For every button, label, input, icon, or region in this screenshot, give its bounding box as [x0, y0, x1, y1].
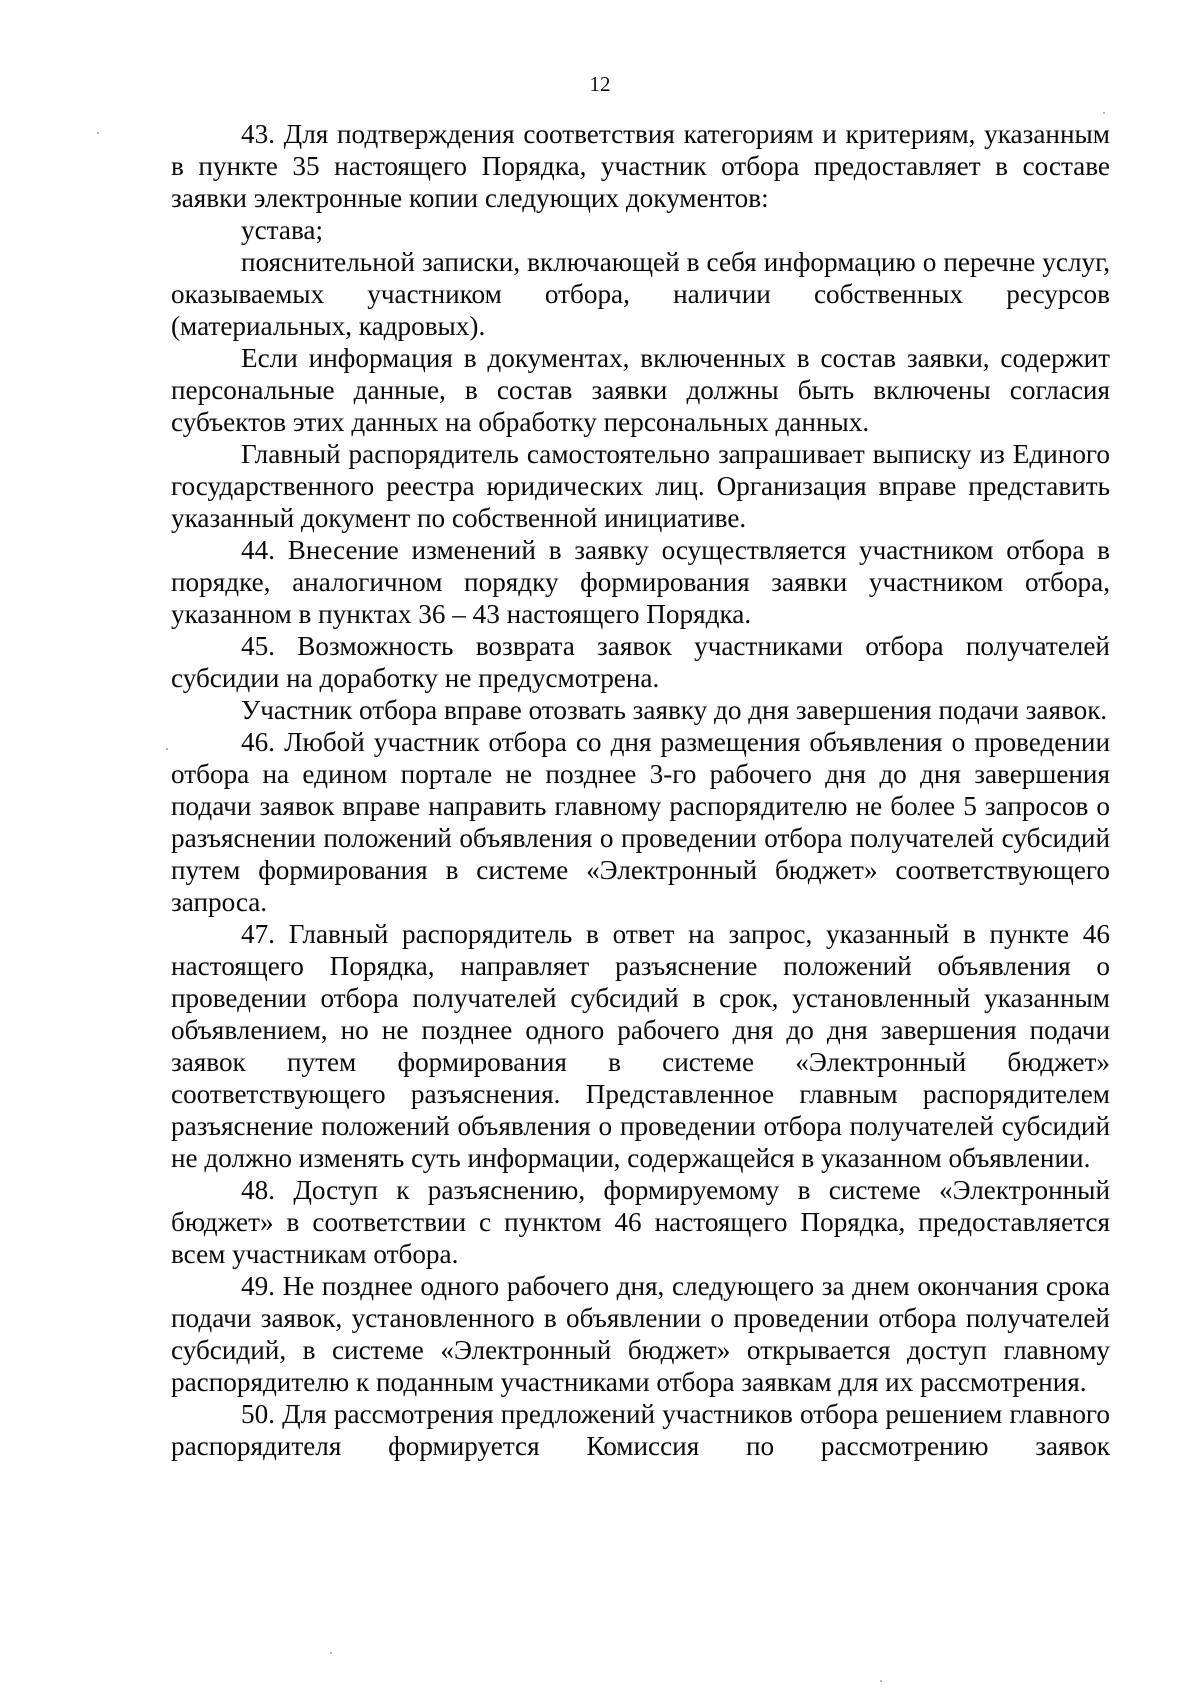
paragraph-50: 50. Для рассмотрения предложений участников отбора решением главного распорядителя формируется Комиссия по рассмотрению заявок [171, 1399, 1110, 1461]
paragraph-46: 46. Любой участник отбора со дня размещения объявления о проведении отбора на едином портале не позднее 3-го рабочего дня до дня завершения подачи заявок вправе направить главному распорядителю не более 5 запросов о разъяснении положений объявления о проведении отбора получателей субсидий путем формирования в системе «Электронный бюджет» соответствующего запроса. [171, 727, 1110, 917]
scan-speck [97, 132, 99, 134]
paragraph-49: 49. Не позднее одного рабочего дня, следующего за днем окончания срока подачи заявок, установленного в объявлении о проведении отбора получателей субсидий, в системе «Электронный бюджет» открывается доступ главному распорядителю к поданным участниками отбора заявкам для их рассмотрения. [171, 1271, 1110, 1397]
page-number: 12 [589, 72, 611, 96]
paragraph-personal-data: Если информация в документах, включенных в состав заявки, содержит персональные данные, в состав заявки должны быть включены согласия субъектов этих данных на обработку персональных данных. [171, 343, 1110, 437]
paragraph-withdraw: Участник отбора вправе отозвать заявку до дня завершения подачи заявок. [241, 695, 1108, 725]
scan-speck [330, 1652, 332, 1654]
scan-speck [1103, 112, 1105, 114]
list-item-charter: устава; [241, 215, 324, 245]
paragraph-44: 44. Внесение изменений в заявку осуществляется участником отбора в порядке, аналогичном порядку формирования заявки участником отбора, указанном в пунктах 36 – 43 настоящего Порядка. [171, 535, 1110, 629]
paragraph-47: 47. Главный распорядитель в ответ на запрос, указанный в пункте 46 настоящего Порядка, направляет разъяснение положений объявления о проведении отбора получателей субсидий в срок, установленный указанным объявлением, но не позднее одного рабочего дня до дня завершения подачи заявок путем формирования в системе «Электронный бюджет» соответствующего разъяснения. Представленное главным распорядителем разъяснение положений объявления о проведении отбора получателей субсидий не должно изменять суть информации, содержащейся в указанном объявлении. [171, 919, 1110, 1173]
paragraph-45: 45. Возможность возврата заявок участниками отбора получателей субсидии на доработку не предусмотрена. [171, 631, 1110, 693]
paragraph-43: 43. Для подтверждения соответствия категориям и критериям, указанным в пункте 35 настоящего Порядка, участник отбора предоставляет в составе заявки электронные копии следующих документов: [171, 119, 1110, 213]
list-item-explanatory-note: пояснительной записки, включающей в себя информацию о перечне услуг, оказываемых участником отбора, наличии собственных ресурсов (материальных, кадровых). [171, 247, 1110, 341]
scan-speck [880, 1680, 882, 1682]
document-body [171, 118, 1110, 1462]
paragraph-register-extract: Главный распорядитель самостоятельно запрашивает выписку из Единого государственного реестра юридических лиц. Организация вправе представить указанный документ по собственной инициативе. [171, 439, 1110, 533]
paragraph-48: 48. Доступ к разъяснению, формируемому в системе «Электронный бюджет» в соответствии с пунктом 46 настоящего Порядка, предоставляется всем участникам отбора. [171, 1175, 1110, 1269]
scan-speck [166, 748, 168, 750]
